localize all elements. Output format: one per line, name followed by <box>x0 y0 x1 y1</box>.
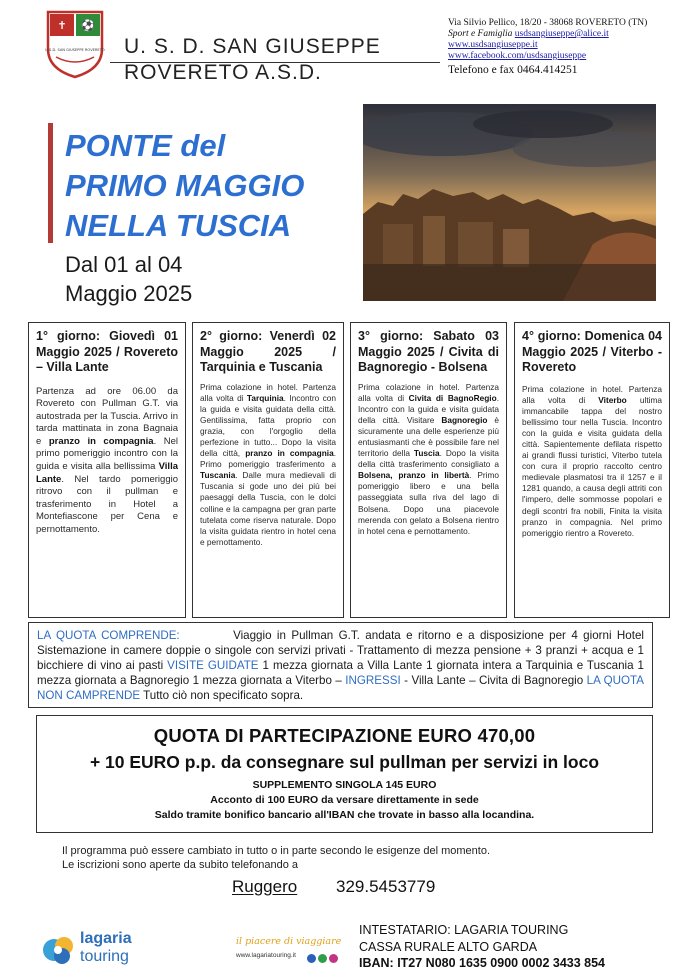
slogan: il piacere di viaggiare <box>236 936 342 947</box>
email-line <box>448 29 647 40</box>
page-title <box>65 126 304 246</box>
title-line-1: PONTE del <box>65 128 226 163</box>
club-name: U. S. D. SAN GIUSEPPE <box>124 35 381 58</box>
dates-line-1: Dal 01 al 04 <box>65 252 183 277</box>
club-logo <box>44 9 106 79</box>
day-3-heading: 3° giorno: Sabato 03 Maggio 2025 / Civita di Bagnoregio - Bolsena <box>358 329 499 374</box>
brand-line-2: touring <box>80 948 129 965</box>
website-link[interactable]: www.usdsangiuseppe.it <box>448 40 538 50</box>
tuscia-town-photo <box>363 104 656 301</box>
day-2-heading: 2° giorno: Venerdì 02 Maggio 2025 / Tarquinia e Tuscania <box>200 329 336 374</box>
day-1-heading: 1° giorno: Giovedì 01 Maggio 2025 / Rovereto – Villa Lante <box>36 329 178 374</box>
whatsapp-icon[interactable] <box>318 954 327 963</box>
day-2-text: Prima colazione in hotel. Partenza alla volta di Tarquinia. Incontro con la guida e visita guidata della città. Gentilissima, fatta proprio con grazia, con l'orgoglio della perfezione in tutto... Dopo la visita della città, pranzo in compagnia. Primo pomeriggio trasferimento a Tuscania. Dalle mura medievali di Tuscania si gode uno dei più bei paesaggi della Tuscia, con le dolci colline e la campagna per gran parte tutelata come riserva naturale. Dopo la visita guidata rientro in hotel cena e pernottamento. <box>200 381 336 547</box>
logo-text: U.S.D. SAN GIUSEPPE ROVERETO <box>45 48 105 52</box>
iban-bank: CASSA RURALE ALTO GARDA <box>359 939 538 954</box>
address: Via Silvio Pellico, 18/20 - 38068 ROVERETO (TN) <box>448 18 648 28</box>
bank-details <box>359 922 605 972</box>
iban-holder: INTESTATARIO: LAGARIA TOURING <box>359 923 569 937</box>
dates-line-2: Maggio 2025 <box>65 281 193 306</box>
facebook-icon[interactable] <box>307 954 316 963</box>
visite-guidate-label: VISITE GUIDATE <box>167 659 259 672</box>
deposit-note: Acconto di 100 EURO da versare direttamente in sede <box>210 794 479 806</box>
balance-note: Saldo tramite bonifico bancario all'IBAN che trovate in basso alla locandina. <box>154 809 535 821</box>
svg-text:⚽: ⚽ <box>81 19 95 32</box>
day-3-text: Prima colazione in hotel. Partenza alla volta di Civita di BagnoRegio. Incontro con la guida e visita guidata della città. Visitare Bagnoregio è sicuramente una delle esperienze più entusiasmanti che è possibile fare nel territorio della Tuscia. Dopo la visita della città trasferimento consigliato a Bolsena, pranzo in libertà. Primo pomeriggio libero e una bella passeggiata sulla riva del lago di Bolsena. Dopo una piacevole merenda con gelato a Bolsena rientro in hotel cena e pernottamento. <box>358 381 500 536</box>
email-label: Sport e Famiglia <box>448 29 513 39</box>
phone-fax: Telefono e fax 0464.414251 <box>448 64 578 76</box>
lagaria-mark-icon <box>40 930 80 970</box>
facebook-link[interactable]: www.facebook.com/usdsangiuseppe <box>448 51 587 61</box>
day-2-card <box>192 322 344 618</box>
single-supplement: SUPPLEMENTO SINGOLA 145 EURO <box>252 779 437 791</box>
day-4-text: Prima colazione in hotel. Partenza alla volta di Viterbo ultima immancabile tappa del nostro bellissimo tour nella Tuscia. Incontro con la guida e visita guidata della città. Sapientemente defilata rispetto ai grandi flussi turistici, Viterbo tutela con cura il proprio raccolto centro medievale plasmatosi tra il 1257 e il 1281 quando, a causa degli attriti con l'impero, delle sommosse popolari e degli scontri fra nobili, Finita la visita pranzo in compagnia. Nel primo pomeriggio rientro a Rovereto. <box>522 383 662 538</box>
day-1-text: Partenza ad ore 06.00 da Rovereto con Pullman G.T. via autostrada per la Tuscia. Arrivo in tarda mattinata in zona Bagnaia e pranzo in compagnia. Nel primo pomeriggio incontro con la guida e visita alla bellissima Villa Lante. Nel tardo pomeriggio ritrovo con il pullman e trasferimento in Hotel a Montefiascone per Cena e pernottamento. <box>36 385 178 536</box>
email-link[interactable]: usdsangiuseppe@alice.it <box>514 29 609 39</box>
contact-name: Ruggero <box>232 877 298 896</box>
ingressi-label: INGRESSI <box>345 674 401 687</box>
lagaria-touring-logo <box>40 930 152 970</box>
quota-label: LA QUOTA COMPRENDE: <box>37 629 180 642</box>
day-4-card <box>514 322 670 618</box>
social-icons <box>307 950 340 968</box>
day-3-card <box>350 322 507 618</box>
trip-dates <box>65 250 192 308</box>
quota-non-label: LA QUOTA NON CAMPRENDE <box>37 674 645 702</box>
quota-comprende-box: LA QUOTA COMPRENDE: Viaggio in Pullman G.T. andata e ritorno e a disposizione per 4 giorni Hotel Sistemazione in camere doppie o singole con servizi privati - Trattamento di mezza pensione + 3 pranzi + acqua e 1 bicchiere di vino ai pasti VISITE GUIDATE 1 mezza giornata a Villa Lante 1 giornata intera a Tarquinia e Tuscania 1 mezza giornata a Bagnoregio 1 mezza giornata a Viterbo – INGRESSI - Villa Lante – Civita di Bagnoregio LA QUOTA NON CAMPRENDE Tutto ciò non specificato sopra. <box>28 622 653 708</box>
instagram-icon[interactable] <box>329 954 338 963</box>
program-note: Il programma può essere cambiato in tutto o in parte secondo le esigenze del momento. Le iscrizioni sono aperte da subito telefonando a <box>62 845 491 871</box>
iban-number: IBAN: IT27 N080 1635 0900 0002 3433 854 <box>359 956 606 970</box>
price-extra: + 10 EURO p.p. da consegnare sul pullman per servizi in loco <box>89 752 600 772</box>
title-accent-bar <box>48 123 53 243</box>
club-subtitle: ROVERETO A.S.D. <box>124 61 322 84</box>
contact-block <box>448 18 647 76</box>
agency-website[interactable]: www.lagariatouring.it <box>236 952 296 959</box>
svg-text:✝: ✝ <box>57 19 67 32</box>
day-4-heading: 4° giorno: Domenica 04 Maggio 2025 / Viterbo -Rovereto <box>522 329 662 374</box>
title-line-3: NELLA TUSCIA <box>65 208 292 243</box>
price-main: QUOTA DI PARTECIPAZIONE EURO 470,00 <box>153 725 536 746</box>
title-line-2: PRIMO MAGGIO <box>65 168 305 203</box>
price-box <box>36 715 653 833</box>
contact-phone[interactable]: 329.5453779 <box>336 877 436 896</box>
day-1-card <box>28 322 186 618</box>
brand-line-1: lagaria <box>80 930 132 947</box>
